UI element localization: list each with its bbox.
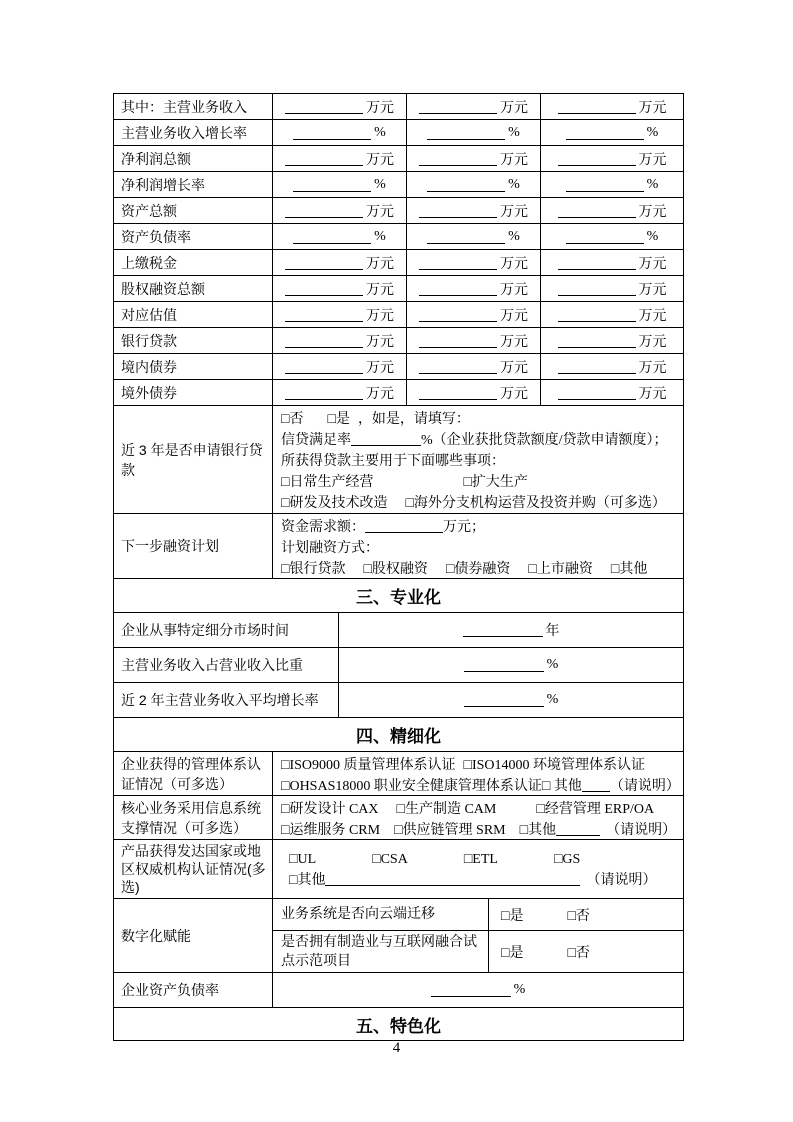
blank-line <box>558 100 636 114</box>
value-cell <box>407 120 541 145</box>
unit-label: % <box>646 176 659 192</box>
checkbox-option-ipo: □上市融资 <box>528 562 593 577</box>
value-cell <box>273 94 407 119</box>
blank-line <box>293 230 371 244</box>
value-cell <box>541 224 683 249</box>
blank-line <box>558 308 636 322</box>
value-cell <box>407 94 541 119</box>
unit-label: % <box>374 176 386 192</box>
question-label: 是否拥有制造业与互联网融合试点示范项目 <box>273 931 489 973</box>
blank-line <box>463 623 543 637</box>
financing-method-intro: 计划融资方式： <box>281 541 379 556</box>
unit-label: 万元 <box>500 282 528 298</box>
blank-line <box>285 256 363 270</box>
table-row-debt-ratio <box>114 224 683 250</box>
page-number: 4 <box>392 1040 401 1056</box>
value-cell <box>407 172 541 197</box>
row-label: 核心业务采用信息系统支撑情况（可多选） <box>114 796 273 839</box>
application-form-table <box>113 93 684 1041</box>
table-row-avg-revenue-growth <box>114 683 683 718</box>
unit-label: 万元 <box>366 152 394 168</box>
unit-label: 万元 <box>500 360 528 376</box>
checkbox-option-ul: □UL <box>289 851 317 867</box>
row-label: 股权融资总额 <box>114 276 273 301</box>
table-row-bank-loans <box>114 328 683 354</box>
checkbox-option-bond: □债券融资 <box>445 562 511 577</box>
information-system-content <box>273 796 688 839</box>
checkbox-option-yes: □是 <box>501 908 524 924</box>
section-header-characteristic <box>114 1008 683 1041</box>
unit-label: % <box>374 124 386 140</box>
value-cell <box>407 146 541 171</box>
row-label: 企业获得的管理体系认证情况（可多选） <box>114 752 273 795</box>
value-cell <box>407 224 541 249</box>
unit-label: 万元 <box>638 282 667 298</box>
unit-label: 万元 <box>638 152 667 168</box>
blank-line <box>285 100 363 114</box>
value-cell <box>407 302 541 327</box>
blank-line <box>558 334 636 348</box>
blank-line <box>566 230 644 244</box>
checkbox-option-other: □其他 <box>289 872 326 888</box>
blank-line <box>419 386 497 400</box>
checkbox-option-yes: □是 <box>327 412 350 427</box>
checkbox-option-overseas-ma: □海外分支机构运营及投资并购（可多选） <box>405 496 666 511</box>
next-financing-content <box>273 514 683 578</box>
enterprise-debt-ratio-row <box>114 973 683 1008</box>
value-cell <box>273 120 407 145</box>
section-header-specialization <box>114 579 683 613</box>
table-row-taxes-paid <box>114 250 683 276</box>
internet-integration-subrow <box>273 931 683 973</box>
row-label: 数字化赋能 <box>114 899 273 972</box>
blank-line <box>285 308 363 322</box>
unit-label: 万元 <box>366 386 394 402</box>
blank-line <box>419 308 497 322</box>
blank-line <box>285 282 363 296</box>
unit-label: 万元 <box>366 282 394 298</box>
row-label: 近 3 年是否申请银行贷款 <box>114 406 273 513</box>
checkbox-option-gs: □GS <box>553 851 581 867</box>
value-cell <box>339 683 683 717</box>
credit-satisfaction-label: 信贷满足率 <box>281 433 351 448</box>
blank-line <box>419 204 497 218</box>
row-label: 对应估值 <box>114 302 273 327</box>
checkbox-option-ohsas18000-other: □OHSAS18000 职业安全健康管理体系认证□ 其他 <box>281 779 582 794</box>
value-cell <box>541 276 683 301</box>
value-cell <box>541 380 683 405</box>
row-label: 资产总额 <box>114 198 273 223</box>
unit-label: % <box>508 176 520 192</box>
blank-line <box>464 658 544 672</box>
section-title: 三、专业化 <box>356 588 441 607</box>
table-row-domestic-bonds <box>114 354 683 380</box>
unit-label: 万元 <box>366 100 394 116</box>
checkbox-option-etl: □ETL <box>463 851 498 867</box>
unit-label: 万元 <box>366 204 394 220</box>
checkbox-option-no: □否 <box>567 946 590 961</box>
credit-satisfaction-note: %（企业获批贷款额度/贷款申请额度）； <box>421 433 668 448</box>
unit-label: 万元 <box>500 152 528 168</box>
value-cell <box>407 380 541 405</box>
table-row-net-profit-growth <box>114 172 683 198</box>
value-cell <box>273 276 407 301</box>
row-label: 其中：主营业务收入 <box>114 94 273 119</box>
value-cell <box>407 354 541 379</box>
question-label: 业务系统是否向云端迁移 <box>273 899 489 930</box>
unit-label: 万元 <box>638 334 667 350</box>
digital-empowerment-row <box>114 899 683 973</box>
unit-label: 万元 <box>366 308 394 324</box>
row-label: 企业资产负债率 <box>114 973 273 1007</box>
unit-label: % <box>646 228 659 244</box>
unit-label: 万元 <box>500 334 528 350</box>
value-cell <box>273 198 407 223</box>
unit-label: 万元 <box>638 360 667 376</box>
information-system-row <box>114 796 683 840</box>
unit-label: 年 <box>545 624 560 639</box>
unit-label: % <box>546 692 559 707</box>
product-certification-content <box>273 840 683 898</box>
value-cell <box>273 328 407 353</box>
row-label: 净利润总额 <box>114 146 273 171</box>
management-certification-row <box>114 752 683 796</box>
blank-line <box>285 386 363 400</box>
row-label: 境内债券 <box>114 354 273 379</box>
unit-label: % <box>508 124 520 140</box>
checkbox-option-iso9000: □ISO9000 质量管理体系认证 <box>281 758 456 773</box>
value-cell <box>541 250 683 275</box>
loan-usage-intro: 所获得贷款主要用于下面哪些事项： <box>281 454 505 469</box>
answer-cell <box>489 931 683 973</box>
unit-label: % <box>374 228 386 244</box>
blank-line <box>285 360 363 374</box>
row-label: 企业从事特定细分市场时间 <box>114 613 339 647</box>
value-cell <box>273 146 407 171</box>
bank-loan-content <box>273 406 683 513</box>
unit-label: % <box>546 657 559 672</box>
section-title: 四、精细化 <box>356 727 441 746</box>
unit-label: 万元 <box>500 204 528 220</box>
blank-line <box>558 152 636 166</box>
blank-line <box>566 178 644 192</box>
unit-label: % <box>508 228 520 244</box>
blank-line <box>431 983 511 997</box>
value-cell <box>541 328 683 353</box>
blank-line <box>419 100 497 114</box>
checkbox-option-other: □其他 <box>519 823 557 838</box>
blank-line <box>427 230 505 244</box>
value-cell <box>273 172 407 197</box>
value-cell <box>407 198 541 223</box>
checkbox-option-cax: □研发设计 CAX <box>281 802 379 817</box>
checkbox-option-equity: □股权融资 <box>363 562 428 577</box>
value-cell <box>273 224 407 249</box>
blank-line <box>427 178 505 192</box>
row-label: 近 2 年主营业务收入平均增长率 <box>114 683 339 717</box>
blank-line <box>558 256 636 270</box>
table-row-equity-financing <box>114 276 683 302</box>
blank-line <box>419 360 497 374</box>
blank-line <box>556 822 600 836</box>
unit-label: 万元 <box>638 308 667 324</box>
checkbox-option-cam: □生产制造 CAM <box>396 802 497 817</box>
blank-line <box>464 693 544 707</box>
value-cell <box>541 94 683 119</box>
table-row-main-revenue-share <box>114 648 683 683</box>
checkbox-option-expand-production: □扩大生产 <box>463 475 528 490</box>
next-financing-plan-row <box>114 514 683 579</box>
bank-loan-application-row <box>114 406 683 514</box>
cloud-migration-subrow <box>273 899 683 931</box>
table-row-total-assets <box>114 198 683 224</box>
please-specify-note: （请说明） <box>586 872 657 888</box>
blank-line <box>293 126 371 140</box>
blank-line <box>351 432 421 446</box>
checkbox-option-crm: □运维服务 CRM <box>281 823 381 838</box>
value-cell <box>541 172 683 197</box>
checkbox-option-srm: □供应链管理 SRM <box>394 823 506 838</box>
checkbox-option-erp-oa: □经营管理 ERP/OA <box>536 802 655 817</box>
unit-label: 万元 <box>500 308 528 324</box>
funding-need-label: 资金需求额： <box>281 520 365 535</box>
value-cell <box>541 146 683 171</box>
checkbox-option-csa: □CSA <box>372 851 408 867</box>
value-cell <box>339 648 683 682</box>
row-label: 产品获得发达国家或地区权威机构认证情况(多选) <box>114 840 273 898</box>
value-cell <box>541 120 683 145</box>
blank-line <box>419 256 497 270</box>
blank-line <box>285 334 363 348</box>
checkbox-option-rd-upgrade: □研发及技术改造 <box>281 496 388 511</box>
blank-line <box>285 152 363 166</box>
value-cell <box>541 354 683 379</box>
unit-label: 万元 <box>638 386 667 402</box>
checkbox-option-yes: □是 <box>501 946 524 961</box>
blank-line <box>285 204 363 218</box>
blank-line <box>293 178 371 192</box>
blank-line <box>325 872 580 886</box>
unit-label: % <box>513 982 526 997</box>
value-cell <box>273 380 407 405</box>
row-label: 主营业务收入增长率 <box>114 120 273 145</box>
value-cell <box>273 973 683 1007</box>
management-certification-content <box>273 752 684 795</box>
table-row-net-profit <box>114 146 683 172</box>
value-cell <box>407 276 541 301</box>
row-label: 资产负债率 <box>114 224 273 249</box>
value-cell <box>339 613 683 647</box>
table-row-revenue-growth <box>114 120 683 146</box>
row-label: 净利润增长率 <box>114 172 273 197</box>
unit-label: 万元 <box>638 100 667 116</box>
blank-line <box>427 126 505 140</box>
unit-label: 万元 <box>366 256 394 272</box>
value-cell <box>407 250 541 275</box>
blank-line <box>566 126 644 140</box>
unit-label: 万元 <box>638 204 667 220</box>
value-cell <box>273 354 407 379</box>
table-row-main-revenue <box>114 94 683 120</box>
blank-line <box>558 386 636 400</box>
unit-label: 万元 <box>638 256 667 272</box>
unit-label: 万元 <box>366 334 394 350</box>
row-label: 主营业务收入占营业收入比重 <box>114 648 339 682</box>
blank-line <box>419 334 497 348</box>
row-label: 上缴税金 <box>114 250 273 275</box>
funding-need-unit: 万元； <box>443 520 485 535</box>
row-label: 下一步融资计划 <box>114 514 273 578</box>
unit-label: % <box>646 124 659 140</box>
row-label: 银行贷款 <box>114 328 273 353</box>
blank-line <box>582 778 610 792</box>
unit-label: 万元 <box>500 386 528 402</box>
unit-label: 万元 <box>500 100 528 116</box>
section-header-refinement <box>114 718 683 752</box>
digital-empowerment-content <box>273 899 683 972</box>
blank-line <box>558 360 636 374</box>
blank-line <box>365 519 443 533</box>
checkbox-option-daily-operation: □日常生产经营 <box>281 475 374 490</box>
section-title: 五、特色化 <box>356 1016 441 1036</box>
please-specify-note: （请说明） <box>606 823 677 838</box>
checkbox-option-no: □否 <box>281 412 304 427</box>
checkbox-option-no: □否 <box>567 908 590 924</box>
value-cell <box>541 198 683 223</box>
checkbox-option-iso14000: □ISO14000 环境管理体系认证 <box>463 758 646 773</box>
table-row-niche-market-years <box>114 613 683 648</box>
checkbox-option-other: □其他 <box>610 562 648 577</box>
instruction-text: ，如是，请填写： <box>357 412 470 427</box>
value-cell <box>273 302 407 327</box>
row-label: 境外债券 <box>114 380 273 405</box>
unit-label: 万元 <box>500 256 528 272</box>
value-cell <box>541 302 683 327</box>
checkbox-option-bank-loan: □银行贷款 <box>281 562 346 577</box>
blank-line <box>558 204 636 218</box>
product-certification-row <box>114 840 683 899</box>
answer-cell <box>489 899 683 930</box>
blank-line <box>419 282 497 296</box>
unit-label: 万元 <box>366 360 394 376</box>
value-cell <box>407 328 541 353</box>
table-row-valuation <box>114 302 683 328</box>
table-row-overseas-bonds <box>114 380 683 406</box>
value-cell <box>273 250 407 275</box>
please-specify-note: （请说明） <box>609 779 680 794</box>
blank-line <box>419 152 497 166</box>
blank-line <box>558 282 636 296</box>
